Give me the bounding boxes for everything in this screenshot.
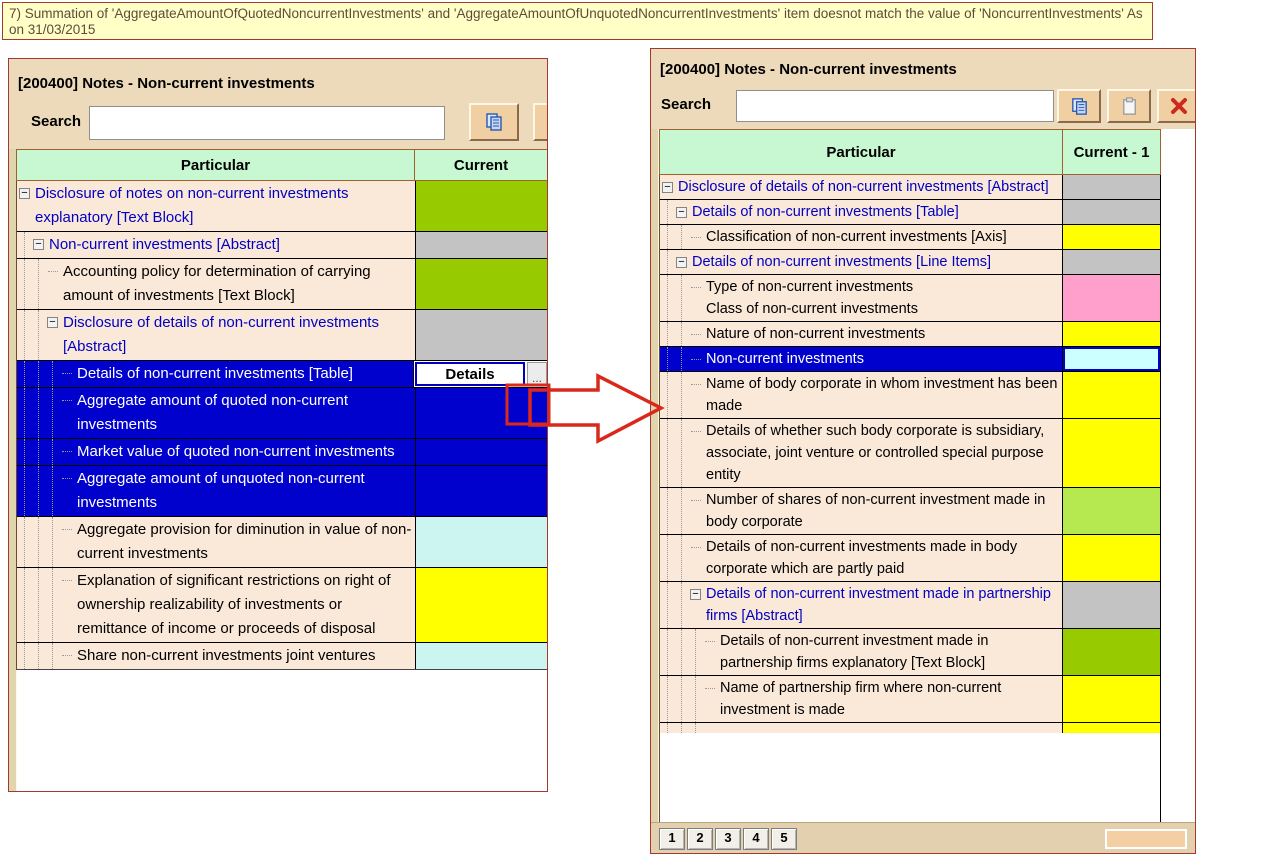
tree-line [667,582,668,628]
tree-branch-icon [705,641,715,642]
tree-branch-icon [691,500,701,501]
tree-line [38,439,39,465]
tree-line [667,322,668,346]
row-label: Details of non-current investments [Table] [77,365,353,382]
tree-line [24,232,25,258]
table-row[interactable] [660,175,1160,199]
row-label: Nature of non-current investments [706,326,926,342]
row-label: Non-current investments [706,351,864,367]
value-cell[interactable] [415,517,547,567]
particular-cell[interactable] [17,568,415,642]
column-header-particular: Particular [826,143,896,161]
table-row[interactable] [17,516,547,567]
tree-branch-icon [62,529,72,530]
tree-line [681,322,682,346]
tree-branch-icon [691,334,701,335]
copy-icon [483,111,505,133]
particular-cell[interactable] [660,250,1062,274]
table-row[interactable] [660,628,1160,675]
tree-gutter [660,322,706,346]
tree-line [38,361,39,387]
paste-button[interactable] [533,103,548,141]
page-title: [200400] Notes - Non-current investments [660,61,957,78]
right-scroll-strip[interactable] [651,129,659,823]
tree-line [667,723,668,733]
tree-gutter [660,488,706,534]
row-label: Details of non-current investments [Table] [692,204,959,220]
tree-line [667,535,668,581]
value-cell[interactable] [1062,582,1160,628]
validation-error-banner: 7) Summation of 'AggregateAmountOfQuotedNoncurrentInvestments' and 'AggregateAmountOfUnquotedNoncurrentInvestments' item doesnot match the value of 'NoncurrentInvestments' As on 31/03/2015 [2,2,1153,40]
paste-button[interactable] [1107,89,1151,123]
tree-line [24,259,25,309]
row-label: Explanation of significant restrictions on right of ownership realizability of investments or remittance of income or proceeds of disposal [77,572,391,637]
tree-line [681,535,682,581]
particular-cell[interactable] [660,175,1062,199]
particular-cell[interactable] [660,582,1062,628]
table-row[interactable] [660,199,1160,224]
tree-line [667,225,668,249]
value-cell[interactable] [415,181,547,231]
value-cell[interactable] [415,439,547,465]
value-cell[interactable] [415,568,547,642]
tree-line [695,676,696,722]
table-row[interactable] [17,387,547,438]
tree-line [24,466,25,516]
tree-line [667,200,668,224]
tree-line [52,439,53,465]
particular-cell[interactable] [17,310,415,360]
row-label: Accounting policy for determination of carrying amount of investments [Text Block] [63,263,371,304]
table-row[interactable] [660,371,1160,418]
tree-line [667,676,668,722]
table-row[interactable] [17,360,547,387]
tree-gutter [660,200,692,224]
value-cell[interactable] [415,259,547,309]
page-button-5[interactable]: 5 [771,828,797,850]
tree-gutter [17,232,49,258]
particular-cell[interactable] [660,488,1062,534]
left-table-header [16,149,547,181]
table-row[interactable] [17,642,547,669]
tree-line [52,517,53,567]
column-header-particular: Particular [180,156,251,174]
tree-gutter [660,175,678,199]
tree-collapse-icon[interactable]: − [662,182,673,193]
copy-button[interactable] [469,103,519,141]
tree-gutter [660,275,706,321]
tree-branch-icon [48,271,58,272]
search-input[interactable] [736,90,1054,122]
tree-gutter [17,388,77,438]
row-label: Details of non-current investment made in partnership firms [Abstract] [706,586,1051,624]
delete-icon [1169,96,1189,116]
tree-branch-icon [691,359,701,360]
tree-branch-icon [62,400,72,401]
value-cell[interactable] [1062,629,1160,675]
table-row[interactable] [17,309,547,360]
tree-line [681,372,682,418]
column-header-current: Current [414,150,547,180]
search-label: Search [31,113,82,130]
tree-gutter [17,517,77,567]
tree-gutter [17,643,77,669]
page-button-2[interactable]: 2 [687,828,713,850]
tree-collapse-icon[interactable]: − [676,207,687,218]
row-label-line: Type of non-current investments [706,279,914,295]
tree-branch-icon [691,384,701,385]
particular-cell[interactable] [17,388,415,438]
table-row[interactable] [660,418,1160,487]
table-row[interactable] [17,438,547,465]
tree-line [681,723,682,733]
particular-cell[interactable] [660,535,1062,581]
particular-cell[interactable] [17,466,415,516]
row-label: Aggregate amount of quoted non-current investments [77,392,349,433]
table-row[interactable] [17,231,547,258]
page-button-3[interactable]: 3 [715,828,741,850]
tree-gutter [17,439,77,465]
particular-cell[interactable] [660,419,1062,487]
table-row[interactable] [660,249,1160,274]
tree-branch-icon [691,431,701,432]
tree-line [667,629,668,675]
ellipsis-button[interactable]: ... [527,362,547,386]
paste-icon [1119,96,1140,117]
paste-icon [547,111,548,133]
tree-gutter [660,347,706,371]
table-row[interactable] [17,181,547,231]
table-row[interactable] [660,346,1160,371]
column-header-current-1: Current - 1 [1062,130,1160,174]
row-label: Aggregate amount of unquoted non-current investments [77,470,365,511]
tree-branch-icon [62,451,72,452]
particular-cell[interactable] [660,723,1062,733]
particular-cell[interactable] [17,232,415,258]
tree-gutter [660,535,706,581]
particular-cell[interactable] [660,275,1062,321]
tree-branch-icon [62,655,72,656]
delete-button[interactable] [1157,89,1196,123]
tree-line [38,568,39,642]
value-cell[interactable] [1062,322,1160,346]
tree-line [52,388,53,438]
tree-line [681,582,682,628]
copy-button[interactable] [1057,89,1101,123]
table-row[interactable] [660,274,1160,321]
search-input[interactable] [89,106,445,140]
particular-cell[interactable] [17,517,415,567]
table-row[interactable] [17,465,547,516]
particular-cell[interactable] [17,439,415,465]
tree-line [695,723,696,733]
row-label [706,275,1062,321]
value-cell[interactable] [1062,175,1160,199]
table-row[interactable] [660,581,1160,628]
tree-line [52,466,53,516]
tree-collapse-icon[interactable]: − [19,188,30,199]
tree-gutter [17,310,63,360]
tree-gutter [660,582,706,628]
table-row[interactable] [17,567,547,642]
tree-branch-icon [691,547,701,548]
tree-branch-icon [705,688,715,689]
page-button-1[interactable]: 1 [659,828,685,850]
tree-line [681,225,682,249]
particular-cell[interactable] [660,200,1062,224]
tree-line [38,310,39,360]
row-label: Details of non-current investments [Line Items] [692,254,991,270]
tree-line [681,419,682,487]
row-label: Details of non-current investments made in body corporate which are partly paid [706,539,1018,577]
tree-branch-icon [62,580,72,581]
tree-line [667,250,668,274]
particular-cell[interactable] [17,181,415,231]
row-label: Disclosure of details of non-current investments [Abstract] [678,179,1049,195]
tree-gutter [17,259,63,309]
details-button[interactable]: Details [415,362,525,386]
row-label: Disclosure of details of non-current investments [Abstract] [63,314,379,355]
tree-line [24,643,25,669]
row-label: Share non-current investments joint ventures [77,647,376,664]
tree-line [38,517,39,567]
tree-gutter [17,181,35,231]
tree-line [681,347,682,371]
tree-line [681,676,682,722]
value-cell[interactable] [1062,535,1160,581]
tree-line [52,643,53,669]
row-label: Market value of quoted non-current investments [77,443,395,460]
particular-cell[interactable] [17,361,413,387]
value-cell[interactable] [1062,275,1160,321]
search-label: Search [661,96,712,113]
tree-line [667,419,668,487]
row-label: Classification of non-current investments [Axis] [706,229,1007,245]
tree-gutter [660,723,720,733]
table-row[interactable] [660,487,1160,534]
status-box [1105,829,1187,849]
tree-line [38,643,39,669]
tree-line [38,466,39,516]
row-label: Details of whether such body corporate is subsidiary, associate, joint venture or controlled special purpose entity [706,423,1045,483]
value-cell[interactable] [415,643,547,669]
particular-cell[interactable] [660,347,1062,371]
row-label: Non-current investments [Abstract] [49,236,280,253]
tree-line [667,347,668,371]
particular-cell[interactable] [660,629,1062,675]
table-row[interactable] [660,722,1160,733]
particular-cell[interactable] [660,322,1062,346]
right-table-area [651,129,1195,853]
value-cell[interactable] [1062,225,1160,249]
tree-line [667,372,668,418]
page-button-4[interactable]: 4 [743,828,769,850]
left-panel [8,58,548,792]
row-label-line: Class of non-current investments [706,301,918,317]
tree-line [24,388,25,438]
tree-collapse-icon[interactable]: − [676,257,687,268]
value-cell[interactable] [1062,676,1160,722]
tree-branch-icon [62,373,72,374]
tree-line [681,488,682,534]
tree-line [681,629,682,675]
tree-collapse-icon[interactable]: − [690,589,701,600]
table-row[interactable] [660,321,1160,346]
value-cell[interactable] [1062,347,1160,371]
tree-line [24,517,25,567]
row-label: Name of body corporate in whom investment has been made [706,376,1058,414]
tree-branch-icon [691,237,701,238]
tree-line [52,568,53,642]
table-row[interactable] [660,675,1160,722]
tree-gutter [17,568,77,642]
tree-branch-icon [691,287,701,288]
tree-gutter [17,361,77,387]
tree-line [667,488,668,534]
tree-line [24,439,25,465]
row-label: Details of non-current investment made in partnership firms explanatory [Text Block] [720,633,989,671]
page-title: [200400] Notes - Non-current investments [18,75,315,92]
row-label: Number of shares of non-current investment made in body corporate [706,492,1046,530]
value-cell[interactable] [1062,723,1160,733]
row-label [720,723,1062,733]
tree-gutter [660,676,720,722]
tree-line [695,629,696,675]
copy-icon [1069,96,1090,117]
tree-collapse-icon[interactable]: − [33,239,44,250]
value-cell[interactable] [1062,372,1160,418]
tree-line [681,275,682,321]
row-label: Aggregate provision for diminution in value of non-current investments [77,521,412,562]
table-row[interactable] [17,258,547,309]
particular-cell[interactable] [17,643,415,669]
tree-line [24,361,25,387]
pagination-bar [651,822,1195,853]
tree-collapse-icon[interactable]: − [47,317,58,328]
value-cell[interactable] [1062,488,1160,534]
tree-gutter [660,225,706,249]
tree-gutter [660,629,720,675]
left-table-area [9,149,547,791]
particular-cell[interactable] [660,372,1062,418]
row-label: Name of partnership firm where non-current investment is made [720,680,1002,718]
tree-gutter [660,250,692,274]
value-cell[interactable] [1062,200,1160,224]
particular-cell[interactable] [660,225,1062,249]
tree-gutter [660,419,706,487]
particular-cell[interactable] [660,676,1062,722]
value-cell[interactable] [1062,419,1160,487]
value-cell[interactable] [1062,250,1160,274]
row-label: Disclosure of notes on non-current investments explanatory [Text Block] [35,185,349,226]
tree-line [52,361,53,387]
value-cell[interactable] [415,310,547,360]
table-row[interactable] [660,224,1160,249]
right-panel [650,48,1196,854]
value-cell[interactable] [415,232,547,258]
value-cell[interactable] [415,388,547,438]
tree-line [24,310,25,360]
tree-line [24,568,25,642]
value-cell[interactable] [415,466,547,516]
details-cell [413,361,547,387]
tree-gutter [660,372,706,418]
particular-cell[interactable] [17,259,415,309]
tree-branch-icon [62,478,72,479]
tree-line [38,388,39,438]
table-row[interactable] [660,534,1160,581]
tree-gutter [17,466,77,516]
tree-line [38,259,39,309]
right-table-header [659,129,1161,175]
tree-line [667,275,668,321]
